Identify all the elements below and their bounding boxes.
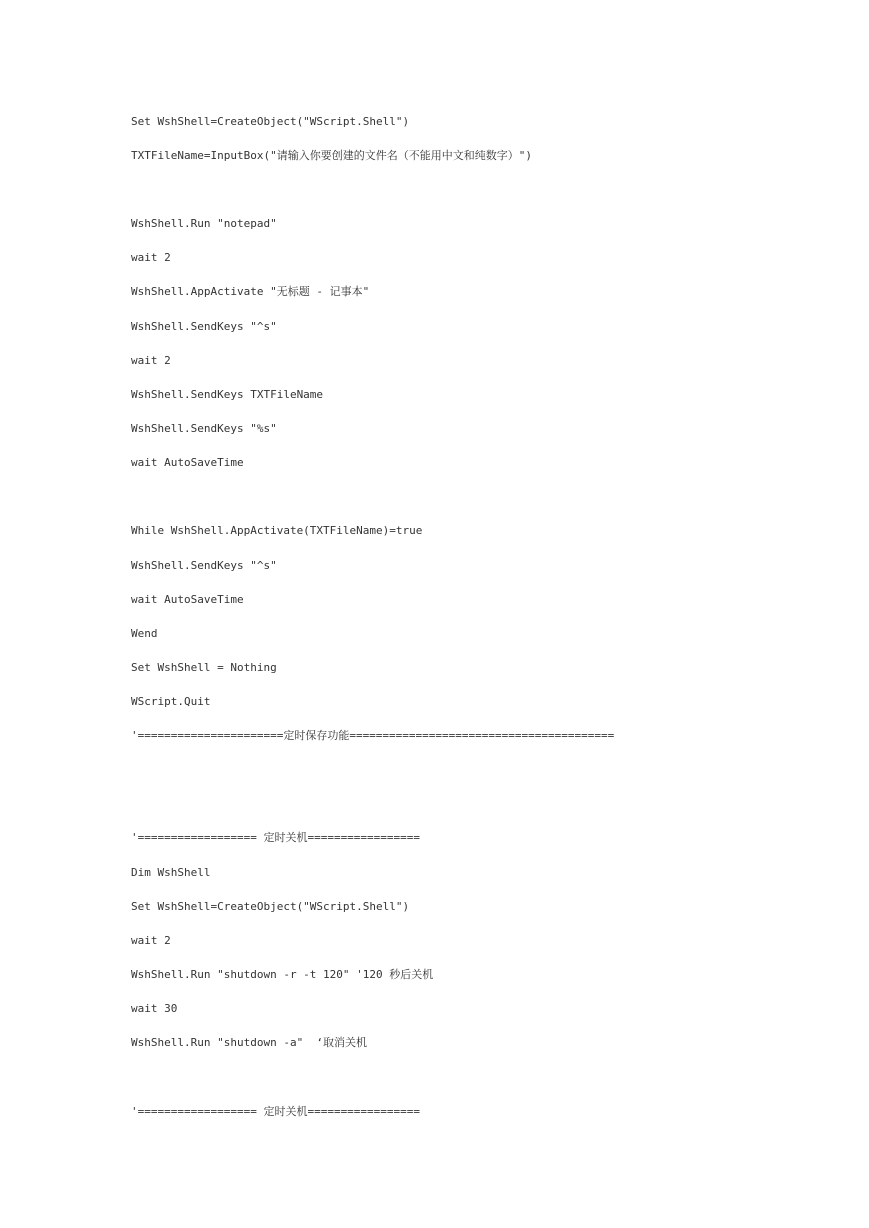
code-line: Set WshShell=CreateObject("WScript.Shell") [131,115,410,128]
section-divider: '================== 定时关机================= [131,831,421,844]
section-divider: '======================定时保存功能======================================== [131,729,615,742]
code-line: wait 2 [131,251,171,264]
code-line: wait 2 [131,934,171,947]
code-line: WshShell.SendKeys "^s" [131,559,277,572]
code-line: WshShell.Run "shutdown -r -t 120" '120 秒后关机 [131,968,434,981]
code-line: WshShell.AppActivate "无标题 - 记事本" [131,285,370,298]
code-line: WshShell.Run "shutdown -a" ‘取消关机 [131,1036,368,1049]
code-line: Set WshShell=CreateObject("WScript.Shell") [131,900,410,913]
code-line: TXTFileName=InputBox("请输入你要创建的文件名（不能用中文和纯数字）") [131,149,532,162]
code-line: WshShell.SendKeys "^s" [131,320,277,333]
code-line: wait 2 [131,354,171,367]
code-line: WScript.Quit [131,695,211,708]
code-line: Wend [131,627,158,640]
code-line: Set WshShell = Nothing [131,661,277,674]
code-line: WshShell.SendKeys "%s" [131,422,277,435]
code-line: Dim WshShell [131,866,211,879]
code-line: wait AutoSaveTime [131,456,244,469]
code-line: WshShell.Run "notepad" [131,217,277,230]
code-line: wait 30 [131,1002,178,1015]
code-line: wait AutoSaveTime [131,593,244,606]
code-line: While WshShell.AppActivate(TXTFileName)=true [131,524,423,537]
section-divider: '================== 定时关机================= [131,1105,421,1118]
code-line: WshShell.SendKeys TXTFileName [131,388,324,401]
